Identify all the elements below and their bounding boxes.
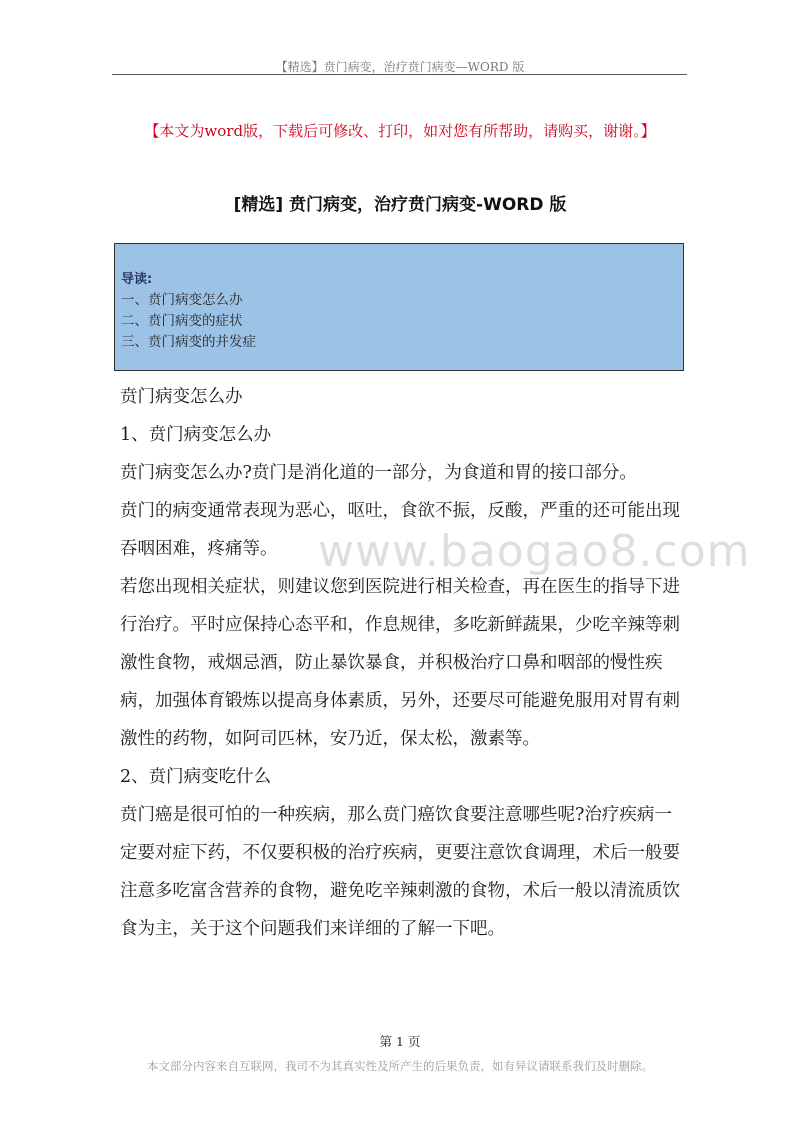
paragraph: 贲门病变怎么办?贲门是消化道的一部分，为食道和胃的接口部分。 xyxy=(120,463,637,483)
page-number: 第 1 页 xyxy=(379,1034,421,1049)
guide-title: 导读: xyxy=(121,272,153,287)
guide-item: 一、贲门病变怎么办 xyxy=(121,292,243,308)
paragraph: 贲门的病变通常表现为恶心，呕吐，食欲不振，反酸，严重的还可能出现吞咽困难，疼痛等。 xyxy=(120,501,680,559)
watermark: www.baogao8.com xyxy=(318,526,751,577)
guide-item: 三、贲门病变的并发症 xyxy=(121,334,256,350)
paragraph: 贲门癌是很可怕的一种疾病，那么贲门癌饮食要注意哪些呢?治疗疾病一定要对症下药，不仅要积极的治疗疾病，更要注意饮食调理，术后一般要注意多吃富含营养的食物，避免吃辛辣刺激的食物，术后一般以清流质饮食为主，关于这个问题我们来详细的了解一下吧。 xyxy=(120,805,680,939)
purchase-notice: 【本文为word版，下载后可修改、打印，如对您有所帮助，请购买，谢谢。】 xyxy=(144,122,656,140)
body-text xyxy=(120,378,686,948)
section-heading: 贲门病变怎么办 xyxy=(120,387,243,407)
document-title: [精选] 贲门病变，治疗贲门病变-WORD 版 xyxy=(233,195,567,215)
running-header: 【精选】贲门病变，治疗贲门病变—WORD 版 xyxy=(275,60,525,74)
subsection-heading: 1、贲门病变怎么办 xyxy=(120,425,272,445)
header-divider xyxy=(112,74,687,75)
guide-box xyxy=(114,243,684,371)
paragraph: 若您出现相关症状，则建议您到医院进行相关检查，再在医生的指导下进行治疗。平时应保持心态平和，作息规律，多吃新鲜蔬果，少吃辛辣等刺激性食物，戒烟忌酒，防止暴饮暴食，并积极治疗口鼻和咽部的慢性疾病，加强体育锻炼以提高身体素质，另外，还要尽可能避免服用对胃有刺激性的药物，如阿司匹林，安乃近，保太松，激素等。 xyxy=(120,577,680,749)
footer-disclaimer: 本文部分内容来自互联网，我司不为其真实性及所产生的后果负责，如有异议请联系我们及时删除。 xyxy=(147,1059,653,1073)
guide-item: 二、贲门病变的症状 xyxy=(121,313,243,329)
subsection-heading: 2、贲门病变吃什么 xyxy=(120,767,272,787)
